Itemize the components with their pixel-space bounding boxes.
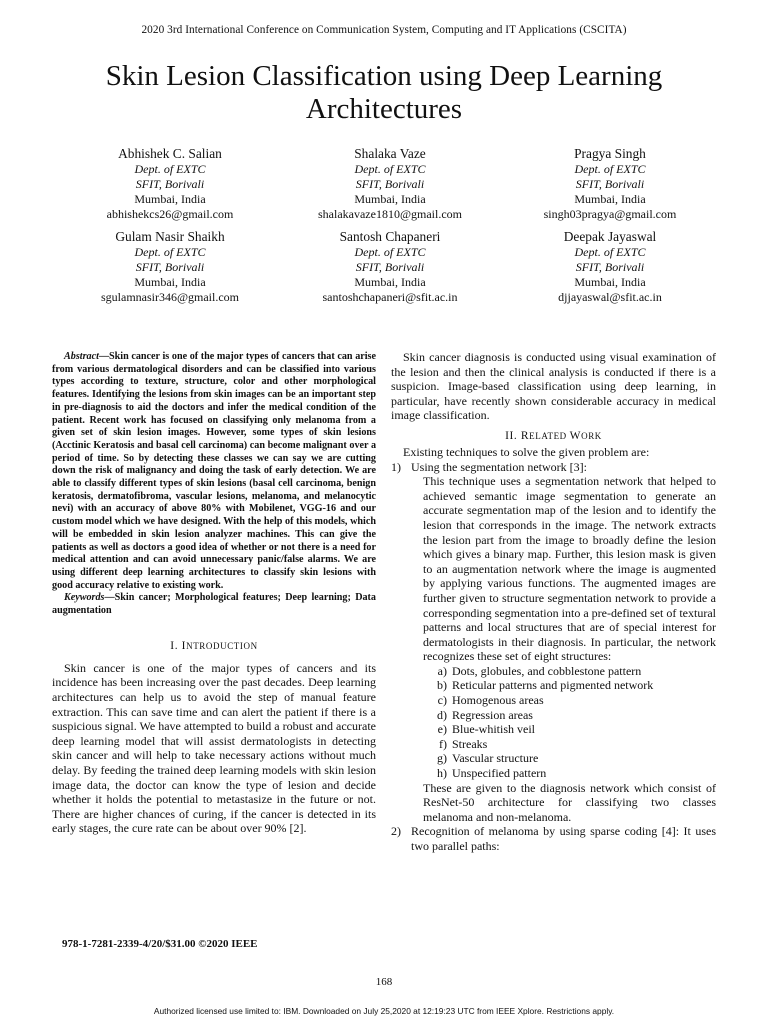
abstract-text: —Skin cancer is one of the major types of cancers that can arise from various dermatological disorders and can be classified into various types according to texture, structure, color and other morphological features. Identifying the lesions from skin images can be an important step in pre-diagnosis to aid the doctors and infer the medical condition of the patient. Recent work has focused on classifying only melanoma from a given set of skin lesion images. However, some types of skin lesions (Acctinic Keratosis and basal cell carcinoma) can become malignant over a period of time. So by detecting these classes we can say we are cutting down the risk of malignancy and doing the task of early detection. We are able to classify different types of skin lesions (basal cell carcinoma, benign keratosis, dermatofibroma, vascular lesions, melanoma, and melanocytic nevi) with an accuracy of above 80% with Mobilenet, VGG-16 and our custom model which we have designed. With the help of this models, which will be embedded in skin lesion analyzer machines. This can give the patients as well as doctors a good idea of whether or not there is a need for medical attention and can avoid unnecessary panic/false alarms. We are using different deep learning architectures to classify skin lesions with good accuracy relative to existing work.	[52, 351, 376, 591]
author-institution: SFIT, Borivali	[135, 177, 205, 191]
author-email: abhishekcs26@gmail.com	[106, 207, 234, 221]
page-number: 168	[375, 976, 393, 988]
author-city: Mumbai, India	[354, 192, 426, 206]
author-block	[500, 146, 720, 222]
author-name: Deepak Jayaswal	[563, 229, 657, 244]
list-number: 1)	[391, 459, 401, 474]
author-dept: Dept. of EXTC	[134, 245, 206, 259]
abstract-label: Abstract	[64, 351, 99, 362]
author-dept: Dept. of EXTC	[574, 162, 646, 176]
author-city: Mumbai, India	[574, 275, 646, 289]
structure-item: f) Streaks	[439, 736, 488, 751]
list-item-tail: These are given to the diagnosis network which consist of ResNet-50 architecture for classifying two classes melanoma and non-melanoma.	[423, 780, 716, 824]
list-item-heading: Recognition of melanoma by using sparse coding [4]: It uses two parallel paths:	[411, 824, 716, 853]
author-city: Mumbai, India	[354, 275, 426, 289]
author-name: Shalaka Vaze	[354, 146, 426, 161]
copyright-isbn: 978-1-7281-2339-4/20/$31.00 ©2020 IEEE	[62, 938, 258, 950]
author-institution: SFIT, Borivali	[355, 177, 425, 191]
author-name: Abhishek C. Salian	[118, 146, 222, 161]
structure-list	[391, 664, 716, 781]
intro-heading: I. INTRODUCTION	[170, 639, 258, 652]
list-item-heading: Using the segmentation network [3]:	[411, 459, 587, 474]
author-block	[280, 146, 500, 222]
list-number: 2)	[391, 824, 401, 839]
author-email: singh03pragya@gmail.com	[543, 207, 677, 221]
author-name: Santosh Chapaneri	[339, 229, 441, 244]
author-name: Pragya Singh	[574, 146, 646, 161]
paper-title: Skin Lesion Classification using Deep Learning Architectures	[105, 60, 663, 125]
author-dept: Dept. of EXTC	[574, 245, 646, 259]
author-email: santoshchapaneri@sfit.ac.in	[322, 290, 458, 304]
author-row-1	[60, 146, 720, 222]
author-institution: SFIT, Borivali	[135, 260, 205, 274]
author-email: sgulamnasir346@gmail.com	[100, 290, 240, 304]
author-block	[500, 229, 720, 305]
author-dept: Dept. of EXTC	[354, 162, 426, 176]
keywords-label: Keywords	[64, 592, 105, 604]
structure-item: e) Blue-whitish veil	[437, 722, 535, 737]
keywords	[52, 592, 376, 617]
author-block	[60, 229, 280, 305]
structure-item: c) Homogenous areas	[437, 693, 544, 708]
structure-item: d) Regression areas	[437, 707, 533, 722]
list-item	[391, 824, 716, 853]
list-item	[391, 460, 716, 475]
structure-item: a) Dots, globules, and cobblestone pattern	[437, 663, 642, 678]
author-row-2	[60, 229, 720, 305]
left-column	[52, 351, 376, 836]
author-email: shalakavaze1810@gmail.com	[318, 207, 462, 221]
author-dept: Dept. of EXTC	[134, 162, 206, 176]
list-item-body: This technique uses a segmentation network that helped to achieved semantic image segmentation to generate an accurate segmentation map of the lesion and to identify the lesion that corresponds in the image. The network extracts the lesion part from the image to broadly define the lesion which gives a binary map. Further, this lesion mask is given to an augmentation network where the image is augmented by applying various functions. The augmented images are further given to structure segmentation network to provide a corresponding segmentation into a pre-defined set of textural patterns and local structures that are of special interest for dermatologists in their diagnosis. In particular, the network recognizes these set of eight structures:	[423, 474, 716, 664]
author-block	[280, 229, 500, 305]
author-name: Gulam Nasir Shaikh	[115, 229, 225, 244]
conference-header: 2020 3rd International Conference on Communication System, Computing and IT Applications (CSCITA)	[141, 24, 627, 36]
author-dept: Dept. of EXTC	[354, 245, 426, 259]
related-work-heading: II. RELATED WORK	[505, 429, 602, 442]
license-notice: Authorized licensed use limited to: IBM. Downloaded on July 25,2020 at 12:19:23 UTC from IEEE Xplore. Restrictions apply.	[153, 1006, 615, 1016]
intro-continued-paragraph: Skin cancer diagnosis is conducted using visual examination of the lesion and then the clinical analysis is conducted if there is a suspicion. Image-based classification using deep learning, in particular, have recently shown considerable accuracy in medical image classification.	[391, 350, 716, 423]
keywords-text: —Skin cancer; Morphological features; Deep learning; Data augmentation	[52, 592, 376, 617]
structure-item: b) Reticular patterns and pigmented network	[437, 678, 654, 693]
author-city: Mumbai, India	[134, 192, 206, 206]
related-work-lead: Existing techniques to solve the given problem are:	[403, 444, 650, 459]
author-institution: SFIT, Borivali	[575, 177, 645, 191]
intro-paragraph: Skin cancer is one of the major types of cancers and its incidence has been increasing over the past decades. Deep learning architectures can help us to avoid the step of manual feature extraction. This can save time and can alert the patient if there is a suspicious signal. We have attempted to build a robust and accurate deep learning model that will assist dermatologists in detecting skin cancer and will help to take necessary actions without much delay. By feeding the trained deep learning models with skin lesion image data, the doctor can know the type of lesion and decide whether it holds the potential to metastasize in the future or not. There are higher chances of curing, if the cancer is detected in its early stages, the cure rate can be about over 90% [2].	[52, 660, 376, 836]
author-institution: SFIT, Borivali	[575, 260, 645, 274]
structure-item: h) Unspecified pattern	[437, 766, 547, 781]
right-column	[391, 350, 716, 854]
structure-item: g) Vascular structure	[437, 751, 539, 766]
abstract	[52, 351, 376, 592]
author-block	[60, 146, 280, 222]
author-city: Mumbai, India	[574, 192, 646, 206]
author-email: djjayaswal@sfit.ac.in	[558, 290, 662, 304]
author-institution: SFIT, Borivali	[355, 260, 425, 274]
author-city: Mumbai, India	[134, 275, 206, 289]
